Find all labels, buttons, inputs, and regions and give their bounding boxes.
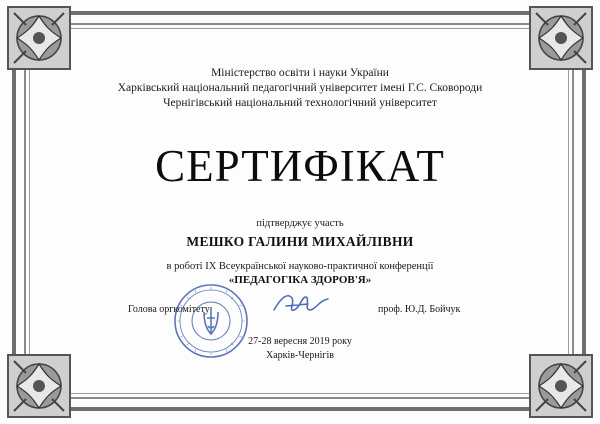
handwritten-signature-icon bbox=[268, 288, 338, 318]
official-stamp-icon bbox=[172, 282, 250, 360]
issuer-university-kharkiv: Харківський національний педагогічний університет імені Г.С. Сковороди bbox=[117, 82, 483, 94]
chair-name: проф. Ю.Д. Бойчук bbox=[378, 304, 461, 315]
confirm-text: підтверджує участь bbox=[256, 218, 344, 229]
corner-ornament-icon bbox=[528, 353, 594, 419]
corner-ornament-icon bbox=[6, 353, 72, 419]
issuer-ministry: Міністерство освіти і науки України bbox=[211, 67, 389, 79]
conference-place: Харків-Чернігів bbox=[265, 350, 335, 361]
conference-title: «ПЕДАГОГІКА ЗДОРОВ'Я» bbox=[228, 274, 372, 286]
organizing-committee-label: Голова оргкомітету bbox=[128, 304, 210, 315]
corner-ornament-icon bbox=[6, 5, 72, 71]
conference-name bbox=[0, 274, 600, 286]
certificate-title: СЕРТИФІКАТ bbox=[155, 141, 445, 191]
participation-text: в роботі ІХ Всеукраїнської науково-практичної конференції bbox=[166, 261, 434, 272]
conference-dates: 27-28 вересня 2019 року bbox=[248, 336, 352, 347]
issuer-university-chernihiv: Чернігівський національний технологічний університет bbox=[163, 97, 437, 109]
corner-ornament-icon bbox=[528, 5, 594, 71]
recipient-name: МЕШКО ГАЛИНИ МИХАЙЛІВНИ bbox=[186, 234, 414, 249]
